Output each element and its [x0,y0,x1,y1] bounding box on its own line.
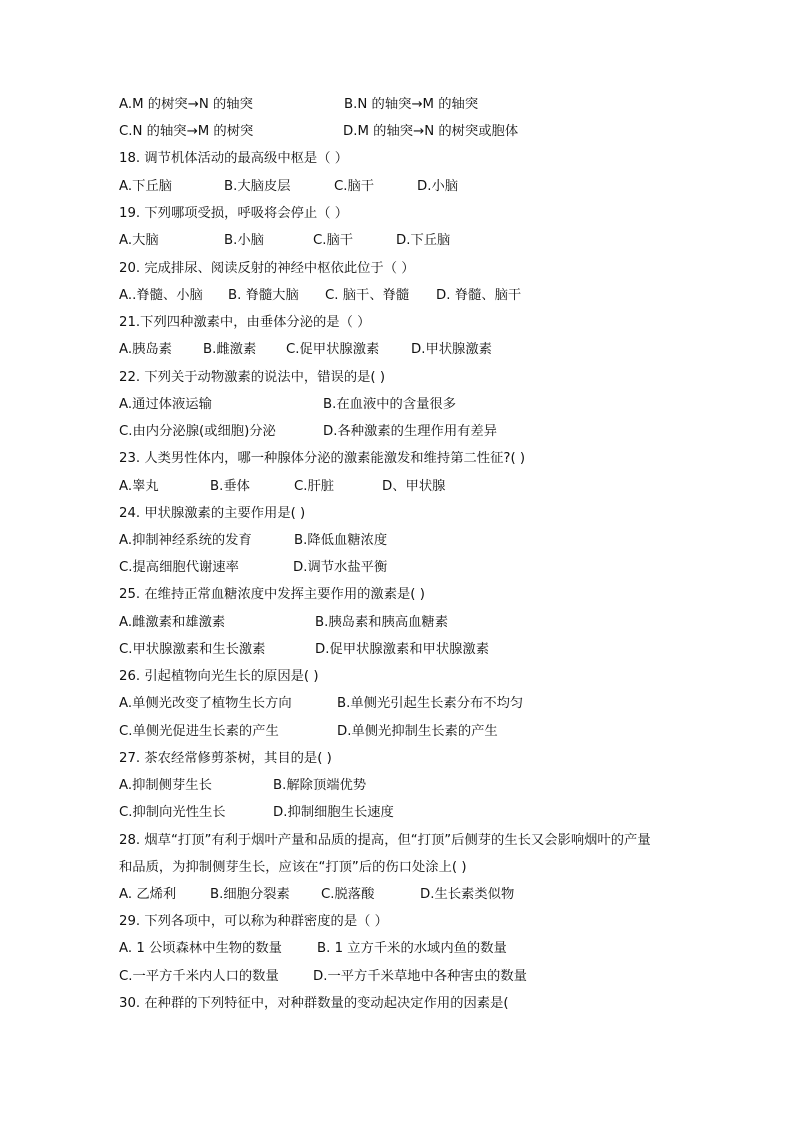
q23-stem-text: 23. 人类男性体内，哪一种腺体分泌的激素能激发和维持第二性征?( ) [119,451,526,466]
q22-stem-text: 22. 下列关于动物激素的说法中，错误的是( ) [119,370,386,385]
q17-option-b: B.N 的轴突→M 的轴突 [344,97,479,112]
q23-option-d: D、甲状腺 [382,479,446,494]
q18-option-a: A.下丘脑 [119,179,172,194]
q20-stem-text: 20. 完成排尿、阅读反射的神经中枢依此位于（ ） [119,261,415,276]
q21-option-a: A.胰岛素 [119,342,172,357]
q19-option-c: C.脑干 [313,233,354,248]
q25-option-c: C.甲状腺激素和生长激素 [119,642,266,657]
q21-stem-text: 21.下列四种激素中，由垂体分泌的是（ ） [119,315,371,330]
q29-option-a: A. 1 公顷森林中生物的数量 [119,941,282,956]
q28-option-b: B.细胞分裂素 [210,887,290,902]
q29-option-d: D.一平方千米草地中各种害虫的数量 [313,969,527,984]
q24-stem-text: 24. 甲状腺激素的主要作用是( ) [119,506,306,521]
q25-option-d: D.促甲状腺激素和甲状腺激素 [315,642,490,657]
q29-option-c: C.一平方千米内人口的数量 [119,969,279,984]
q22-option-c: C.由内分泌腺(或细胞)分泌 [119,424,276,439]
q30-stem-text: 30. 在种群的下列特征中，对种群数量的变动起决定作用的因素是( [119,996,509,1011]
q21-option-b: B.雌激素 [203,342,257,357]
q18-option-b: B.大脑皮层 [224,179,291,194]
q29-option-b: B. 1 立方千米的水域内鱼的数量 [317,941,507,956]
q27-option-b: B.解除顶端优势 [273,778,367,793]
q26-option-b: B.单侧光引起生长素分布不均匀 [337,696,524,711]
q28-option-a: A. 乙烯利 [119,887,177,902]
q24-option-b: B.降低血糖浓度 [294,533,388,548]
q19-option-a: A.大脑 [119,233,159,248]
q29-stem-text: 29. 下列各项中，可以称为种群密度的是（ ） [119,914,388,929]
q20-option-b: B. 脊髓大脑 [228,288,299,303]
q26-option-d: D.单侧光抑制生长素的产生 [337,724,498,739]
q20-option-a: A..脊髓、小脑 [119,288,203,303]
q18-stem-text: 18. 调节机体活动的最高级中枢是（ ） [119,151,349,166]
q22-option-a: A.通过体液运输 [119,397,212,412]
q18-option-c: C.脑干 [334,179,375,194]
q21-option-c: C.促甲状腺激素 [286,342,380,357]
q20-option-d: D. 脊髓、脑干 [436,288,522,303]
q23-option-b: B.垂体 [210,479,250,494]
q21-option-d: D.甲状腺激素 [411,342,492,357]
q17-option-c: C.N 的轴突→M 的树突 [119,124,254,139]
q28-stem-text-2: 和品质，为抑制侧芽生长，应该在“打顶”后的伤口处涂上( ) [119,860,467,875]
q25-stem-text: 25. 在维持正常血糖浓度中发挥主要作用的激素是( ) [119,587,425,602]
q22-option-d: D.各种激素的生理作用有差异 [323,424,498,439]
q25-option-b: B.胰岛素和胰高血糖素 [315,615,449,630]
q26-stem-text: 26. 引起植物向光生长的原因是( ) [119,669,319,684]
q20-option-c: C. 脑干、脊髓 [325,288,410,303]
q24-option-c: C.提高细胞代谢速率 [119,560,239,575]
q28-option-d: D.生长素类似物 [420,887,515,902]
q19-option-d: D.下丘脑 [396,233,451,248]
q23-option-a: A.睾丸 [119,479,159,494]
q28-stem-text-1: 28. 烟草“打顶”有利于烟叶产量和品质的提高，但“打顶”后侧芽的生长又会影响烟叶的产量 [119,833,651,848]
q22-option-b: B.在血液中的含量很多 [323,397,457,412]
q26-option-a: A.单侧光改变了植物生长方向 [119,696,292,711]
q19-stem-text: 19. 下列哪项受损，呼吸将会停止（ ） [119,206,349,221]
q26-option-c: C.单侧光促进生长素的产生 [119,724,279,739]
q24-option-a: A.抑制神经系统的发育 [119,533,252,548]
q27-stem-text: 27. 茶农经常修剪茶树，其目的是( ) [119,751,332,766]
q23-option-c: C.肝脏 [294,479,335,494]
q27-option-d: D.抑制细胞生长速度 [273,805,394,820]
q17-option-d: D.M 的轴突→N 的树突或胞体 [343,124,519,139]
q19-option-b: B.小脑 [224,233,264,248]
q24-option-d: D.调节水盐平衡 [293,560,388,575]
q27-option-a: A.抑制侧芽生长 [119,778,212,793]
q27-option-c: C.抑制向光性生长 [119,805,226,820]
q18-option-d: D.小脑 [417,179,459,194]
q28-option-c: C.脱落酸 [321,887,375,902]
q17-option-a: A.M 的树突→N 的轴突 [119,97,253,112]
q25-option-a: A.雌激素和雄激素 [119,615,226,630]
